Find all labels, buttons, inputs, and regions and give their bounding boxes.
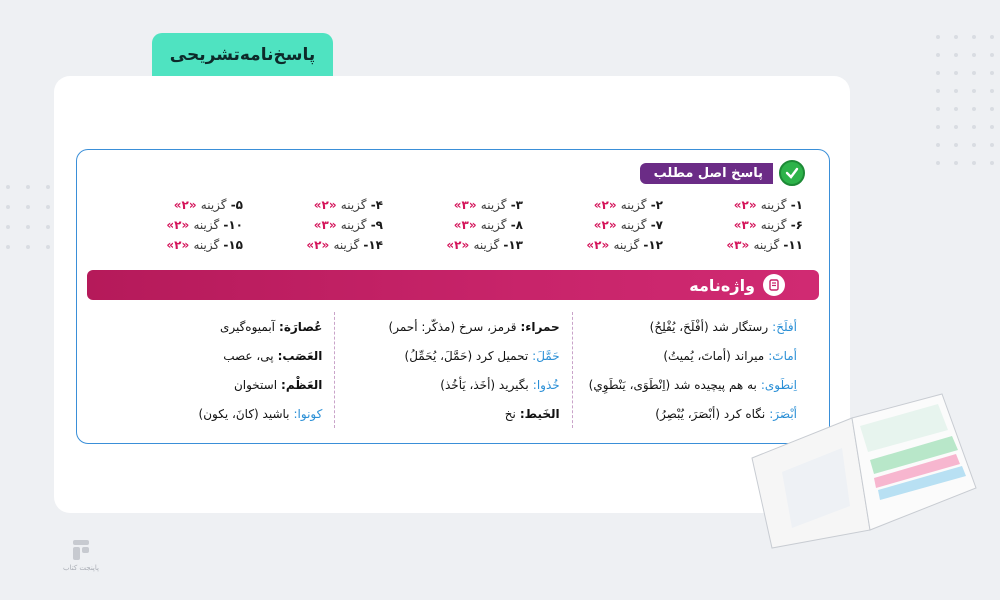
answer-option-word: گزینه: [473, 238, 500, 252]
answer-item: [103, 218, 243, 232]
answer-option-word: گزینه: [193, 218, 220, 232]
answer-option-word: گزینه: [480, 198, 507, 212]
logo-caption: پاپنجت کتاب: [63, 564, 99, 572]
vocab-row: [347, 341, 559, 370]
answer-value: «۲»: [593, 198, 617, 212]
answer-num: ۵-: [230, 198, 243, 212]
answer-num: ۲-: [650, 198, 663, 212]
answer-item: [663, 238, 803, 252]
vocab-term: عُصارَة:: [279, 319, 323, 334]
vocab-meaning: نگاه کرد (أبْصَرَ، يُبْصِرُ): [655, 406, 766, 421]
answer-item: [383, 218, 523, 232]
vocab-meaning: نخ: [504, 406, 516, 421]
answer-item: [523, 218, 663, 232]
answer-option-word: گزینه: [340, 218, 367, 232]
vocab-grid: [97, 312, 809, 428]
vocab-meaning: تحمیل کرد (حَمَّلَ، يُحَمِّلُ): [404, 348, 529, 363]
answer-item: [663, 218, 803, 232]
answer-option-word: گزینه: [760, 198, 787, 212]
answer-panel: [76, 149, 830, 444]
decorative-dots: [0, 185, 50, 275]
answer-grid: [103, 198, 803, 252]
answer-value: «۲»: [586, 238, 610, 252]
answer-item: [243, 198, 383, 212]
decorative-dots: [924, 35, 994, 195]
vocab-row: [347, 370, 559, 399]
answer-num: ۱۴-: [363, 238, 383, 252]
brand-logo: [56, 538, 106, 578]
answer-title-label: پاسخ اصل مطلب: [640, 163, 773, 184]
answer-value: «۲»: [173, 198, 197, 212]
vocab-term: أبْصَرَ:: [769, 406, 797, 421]
answer-value: «۳»: [726, 238, 750, 252]
answer-section-title: [640, 160, 805, 186]
answer-num: ۳-: [510, 198, 523, 212]
vocab-term: العَظْم:: [281, 377, 323, 392]
answer-option-word: گزینه: [620, 218, 647, 232]
answer-item: [523, 198, 663, 212]
answer-num: ۹-: [370, 218, 383, 232]
answer-option-word: گزینه: [333, 238, 360, 252]
answer-value: «۲»: [166, 218, 190, 232]
answer-value: «۲»: [733, 198, 757, 212]
vocab-banner: [87, 270, 819, 300]
answer-value: «۳»: [313, 218, 337, 232]
answer-item: [103, 198, 243, 212]
vocab-meaning: میراند (أماتَ، يُميتُ): [663, 348, 765, 363]
vocab-column: [334, 312, 571, 428]
answer-value: «۲»: [313, 198, 337, 212]
vocab-meaning: رستگار شد (أفْلَحَ، يُفْلِحُ): [649, 319, 769, 334]
check-icon: [779, 160, 805, 186]
vocab-meaning: به هم پیچیده شد (اِنْطَوَى، يَنْطَوِي): [588, 377, 757, 392]
book-image: [742, 377, 980, 550]
answer-option-word: گزینه: [753, 238, 780, 252]
vocab-row: [347, 312, 559, 341]
vocab-term: حمراء:: [520, 319, 560, 334]
vocab-row: [109, 341, 322, 370]
answer-num: ۱۳-: [503, 238, 523, 252]
answer-num: ۱۱-: [783, 238, 803, 252]
answer-num: ۷-: [650, 218, 663, 232]
answer-value: «۲»: [446, 238, 470, 252]
vocab-title: واژه‌نامه: [689, 275, 755, 295]
answer-item: [383, 238, 523, 252]
answer-num: ۴-: [370, 198, 383, 212]
answer-value: «۲»: [166, 238, 190, 252]
answer-option-word: گزینه: [340, 198, 367, 212]
vocab-term: اِنطَوى:: [760, 377, 797, 392]
answer-option-word: گزینه: [193, 238, 220, 252]
vocab-row: [109, 399, 322, 428]
answer-option-word: گزینه: [613, 238, 640, 252]
answer-item: [383, 198, 523, 212]
answer-item: [523, 238, 663, 252]
vocab-meaning: پی، عصب: [223, 348, 274, 363]
logo-icon: [70, 538, 92, 562]
answer-option-word: گزینه: [480, 218, 507, 232]
vocab-term: العَصَب:: [277, 348, 323, 363]
answer-item: [663, 198, 803, 212]
vocab-term: خُذوا:: [532, 377, 560, 392]
vocab-meaning: استخوان: [233, 377, 278, 392]
page-title: پاسخ‌نامه‌تشریحی: [152, 33, 333, 77]
answer-item: [243, 218, 383, 232]
answer-value: «۳»: [733, 218, 757, 232]
answer-num: ۱۵-: [223, 238, 243, 252]
vocab-term: الخَيط:: [519, 406, 560, 421]
vocab-meaning: بگیرید (أخَذ، يَأخُذ): [440, 377, 529, 392]
answer-num: ۸-: [510, 218, 523, 232]
vocab-column: [97, 312, 334, 428]
vocab-row: [109, 312, 322, 341]
answer-value: «۳»: [453, 218, 477, 232]
vocab-term: أماتَ:: [768, 348, 797, 363]
vocab-term: أفلَحَ:: [772, 319, 797, 334]
answer-num: ۱۲-: [643, 238, 663, 252]
answer-value: «۲»: [306, 238, 330, 252]
vocab-term: حَمَّلَ:: [532, 348, 560, 363]
answer-num: ۶-: [790, 218, 803, 232]
vocab-row: [109, 370, 322, 399]
vocab-row: [585, 312, 797, 341]
vocab-meaning: قرمز، سرخ (مذکّر: أحمر): [388, 319, 517, 334]
answer-item: [243, 238, 383, 252]
notebook-icon: [763, 274, 785, 296]
vocab-term: كونوا:: [293, 406, 323, 421]
answer-option-word: گزینه: [620, 198, 647, 212]
vocab-row: [585, 341, 797, 370]
vocab-meaning: آبمیوه‌گیری: [219, 319, 276, 334]
answer-value: «۳»: [453, 198, 477, 212]
answer-option-word: گزینه: [200, 198, 227, 212]
answer-item: [103, 238, 243, 252]
answer-num: ۱-: [790, 198, 803, 212]
vocab-row: [347, 399, 559, 428]
answer-num: ۱۰-: [223, 218, 243, 232]
answer-option-word: گزینه: [760, 218, 787, 232]
answer-value: «۲»: [593, 218, 617, 232]
vocab-meaning: باشید (كانَ، يكون): [198, 406, 290, 421]
